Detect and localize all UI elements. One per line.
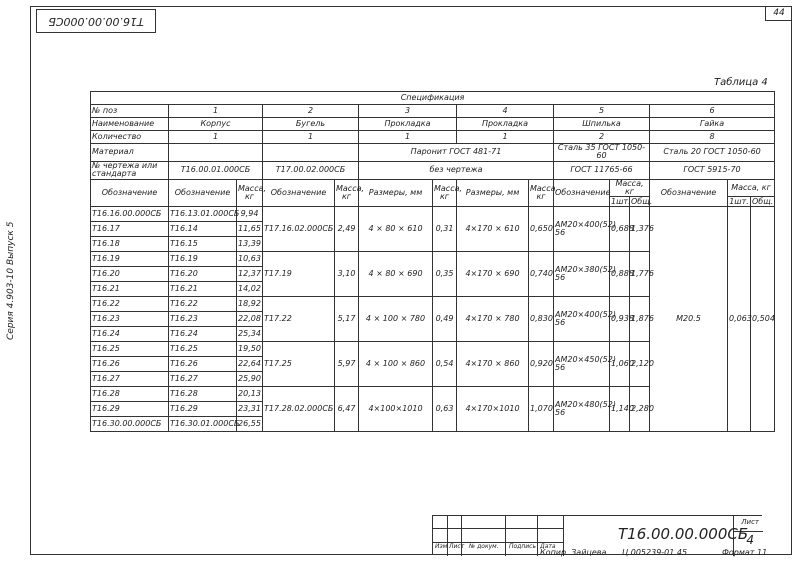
row-body-mass: 11,65 (237, 222, 263, 237)
row-designation: Т16.24 (91, 327, 169, 342)
group-stud-mass-total: 2,280 (630, 387, 650, 432)
material-label: Материал (91, 144, 169, 162)
group-gasket4-mass: 0,650 (529, 207, 554, 252)
row-body-designation: Т16.27 (169, 372, 237, 387)
material-col-3-4: Паронит ГОСТ 481-71 (359, 144, 554, 162)
group-gasket4-size: 4×170×1010 (457, 387, 529, 432)
row-body-mass: 12,37 (237, 267, 263, 282)
group-stud-designation: АМ20×400(52) 56 (554, 297, 610, 342)
row-body-mass: 20,13 (237, 387, 263, 402)
row-body-mass: 13,39 (237, 237, 263, 252)
drawing-col-6: ГОСТ 5915-70 (650, 161, 775, 179)
group-stud-mass-total: 1,776 (630, 252, 650, 297)
group-gasket4-size: 4×170 × 610 (457, 207, 529, 252)
row-body-mass: 23,31 (237, 402, 263, 417)
name-col-2: Бугель (263, 118, 359, 131)
top-stamp (36, 9, 156, 33)
row-body-designation: Т16.25 (169, 342, 237, 357)
group-stud-designation: АМ20×480(52) 56 (554, 387, 610, 432)
qty-col-3: 1 (359, 131, 457, 144)
subhead-mass-3: Масса, кг (433, 179, 457, 207)
nut-mass-total: 0,504 (751, 207, 775, 432)
qty-col-5: 2 (554, 131, 650, 144)
name-col-4: Прокладка (457, 118, 554, 131)
table-caption: Таблица 4 (714, 77, 768, 88)
subhead-mass-4: Масса, кг (529, 179, 554, 207)
material-col-1 (169, 144, 263, 162)
subhead-total-6: Общ. (752, 196, 774, 206)
row-body-designation: Т16.24 (169, 327, 237, 342)
row-body-designation: Т16.23 (169, 312, 237, 327)
name-col-5: Шпилька (554, 118, 650, 131)
pos-label: № поз (91, 105, 169, 118)
row-designation: Т16.16.00.000СБ (91, 207, 169, 222)
footer-code: Ц.005239-01 45 (622, 548, 688, 557)
group-gasket4-mass: 0,830 (529, 297, 554, 342)
group-stud-designation: АМ20×400(52) 56 (554, 207, 610, 252)
group-clamp-mass: 2,49 (335, 207, 359, 252)
group-gasket4-size: 4×170 × 780 (457, 297, 529, 342)
material-col-2 (263, 144, 359, 162)
row-body-designation: Т16.29 (169, 402, 237, 417)
document-number: Т16.00.00.000СБ (618, 525, 749, 543)
group-gasket4-mass: 0,740 (529, 252, 554, 297)
nut-designation: М20.5 (650, 207, 728, 432)
group-gasket3-mass: 0,31 (433, 207, 457, 252)
group-gasket3-size: 4 × 80 × 690 (359, 252, 433, 297)
group-gasket3-size: 4 × 80 × 610 (359, 207, 433, 252)
row-body-designation: Т16.20 (169, 267, 237, 282)
footer-format: Формат 11 (722, 548, 768, 557)
subhead-mass-5: Масса, кг (610, 179, 650, 197)
name-col-6: Гайка (650, 118, 775, 131)
page-tab: 44 (765, 6, 792, 21)
subhead-mass-2: Масса, кг (335, 179, 359, 207)
group-clamp-mass: 3,10 (335, 252, 359, 297)
group-stud-designation: АМ20×380(52) 56 (554, 252, 610, 297)
group-clamp-designation: Т17.16.02.000СБ (263, 207, 335, 252)
row-body-designation: Т16.21 (169, 282, 237, 297)
group-gasket4-mass: 1,070 (529, 387, 554, 432)
group-stud-mass-pcs: 0,688 (610, 207, 630, 252)
group-gasket3-size: 4 × 100 × 780 (359, 297, 433, 342)
row-body-designation: Т16.13.01.000СБ (169, 207, 237, 222)
sheet-number: 4 (746, 533, 754, 547)
subhead-designation-1: Обозначение (169, 179, 237, 207)
row-body-designation: Т16.14 (169, 222, 237, 237)
subhead-sizes-4: Размеры, мм (457, 179, 529, 207)
tb-hdr-izm: Изм (435, 543, 448, 550)
qty-col-1: 1 (169, 131, 263, 144)
row-designation: Т16.22 (91, 297, 169, 312)
row-body-mass: 22,64 (237, 357, 263, 372)
pos-col-6: 6 (650, 105, 775, 118)
row-body-designation: Т16.30.01.000СБ (169, 417, 237, 432)
qty-col-4: 1 (457, 131, 554, 144)
pos-col-3: 3 (359, 105, 457, 118)
row-designation: Т16.27 (91, 372, 169, 387)
subhead-designation-5: Обозначение (554, 179, 610, 207)
pos-col-5: 5 (554, 105, 650, 118)
pos-col-4: 4 (457, 105, 554, 118)
subhead-mass-6: Масса, кг (728, 179, 775, 197)
group-gasket3-size: 4 × 100 × 860 (359, 342, 433, 387)
subhead-pcs-6: 1шт. (729, 196, 749, 206)
footer-copier: Копир. Зайцева (540, 548, 607, 557)
row-body-mass: 25,90 (237, 372, 263, 387)
group-gasket4-mass: 0,920 (529, 342, 554, 387)
group-clamp-designation: Т17.22 (263, 297, 335, 342)
group-clamp-mass: 6,47 (335, 387, 359, 432)
tb-hdr-date: Дата (540, 543, 556, 550)
row-designation: Т16.19 (91, 252, 169, 267)
group-clamp-mass: 5,17 (335, 297, 359, 342)
group-gasket3-size: 4×100×1010 (359, 387, 433, 432)
row-designation: Т16.29 (91, 402, 169, 417)
row-body-mass: 26,55 (237, 417, 263, 432)
name-col-3: Прокладка (359, 118, 457, 131)
qty-label: Количество (91, 131, 169, 144)
group-stud-mass-pcs: 1,140 (610, 387, 630, 432)
row-designation: Т16.18 (91, 237, 169, 252)
group-gasket3-mass: 0,35 (433, 252, 457, 297)
drawing-col-1: Т16.00.01.000СБ (169, 161, 263, 179)
specification-table (90, 91, 775, 432)
group-clamp-mass: 5,97 (335, 342, 359, 387)
group-gasket4-size: 4×170 × 860 (457, 342, 529, 387)
subhead-designation-6: Обозначение (650, 179, 728, 207)
row-body-mass: 22,08 (237, 312, 263, 327)
pos-col-1: 1 (169, 105, 263, 118)
row-body-designation: Т16.15 (169, 237, 237, 252)
row-body-mass: 9,94 (237, 207, 263, 222)
tb-hdr-doc: № докум. (469, 543, 499, 550)
row-designation: Т16.20 (91, 267, 169, 282)
qty-col-6: 8 (650, 131, 775, 144)
group-gasket3-mass: 0,63 (433, 387, 457, 432)
row-body-designation: Т16.19 (169, 252, 237, 267)
row-designation: Т16.25 (91, 342, 169, 357)
drawing-col-5: ГОСТ 11765-66 (554, 161, 650, 179)
row-designation: Т16.30.00.000СБ (91, 417, 169, 432)
row-body-mass: 14,02 (237, 282, 263, 297)
top-stamp-text: Т16.00.00.000СБ (48, 15, 144, 28)
row-body-mass: 18,92 (237, 297, 263, 312)
row-body-designation: Т16.26 (169, 357, 237, 372)
subhead-total-5: Общ. (631, 196, 653, 206)
nut-mass-pcs: 0,063 (728, 207, 751, 432)
group-stud-mass-total: 1,376 (630, 207, 650, 252)
row-body-designation: Т16.22 (169, 297, 237, 312)
group-gasket3-mass: 0,49 (433, 297, 457, 342)
row-body-mass: 25,34 (237, 327, 263, 342)
material-col-6: Сталь 20 ГОСТ 1050-60 (650, 144, 775, 162)
row-body-mass: 10,63 (237, 252, 263, 267)
row-body-designation: Т16.28 (169, 387, 237, 402)
side-series-text: Серия 4.903-10 Выпуск 5 (6, 221, 16, 340)
group-clamp-designation: Т17.25 (263, 342, 335, 387)
group-gasket4-size: 4×170 × 690 (457, 252, 529, 297)
subhead-mass-1: Масса, кг (237, 179, 263, 207)
name-col-1: Корпус (169, 118, 263, 131)
row-designation: Т16.28 (91, 387, 169, 402)
drawing-col-2: Т17.00.02.000СБ (263, 161, 359, 179)
group-clamp-designation: Т17.28.02.000СБ (263, 387, 335, 432)
row-designation: Т16.21 (91, 282, 169, 297)
material-col-5: Сталь 35 ГОСТ 1050-60 (554, 144, 650, 162)
drawing-label: № чертежа или стандарта (91, 161, 169, 179)
group-stud-mass-pcs: 1,060 (610, 342, 630, 387)
group-clamp-designation: Т17.19 (263, 252, 335, 297)
group-gasket3-mass: 0,54 (433, 342, 457, 387)
group-stud-mass-pcs: 0,938 (610, 297, 630, 342)
row-designation: Т16.23 (91, 312, 169, 327)
sheet-label: Лист (741, 518, 759, 526)
row-body-mass: 19,50 (237, 342, 263, 357)
drawing-col-3-4: без чертежа (359, 161, 554, 179)
qty-col-2: 1 (263, 131, 359, 144)
subhead-designation: Обозначение (91, 179, 169, 207)
group-stud-mass-total: 1,876 (630, 297, 650, 342)
subhead-pcs-5: 1шт. (611, 196, 631, 206)
row-designation: Т16.26 (91, 357, 169, 372)
group-stud-designation: АМ20×450(52) 56 (554, 342, 610, 387)
group-stud-mass-total: 2,120 (630, 342, 650, 387)
group-stud-mass-pcs: 0,888 (610, 252, 630, 297)
row-designation: Т16.17 (91, 222, 169, 237)
tb-hdr-list: Лист (449, 543, 465, 550)
tb-hdr-sign: Подпись (509, 543, 536, 550)
subhead-designation-2: Обозначение (263, 179, 335, 207)
pos-col-2: 2 (263, 105, 359, 118)
subhead-sizes-3: Размеры, мм (359, 179, 433, 207)
spec-title: Спецификация (91, 92, 775, 105)
name-label: Наименование (91, 118, 169, 131)
